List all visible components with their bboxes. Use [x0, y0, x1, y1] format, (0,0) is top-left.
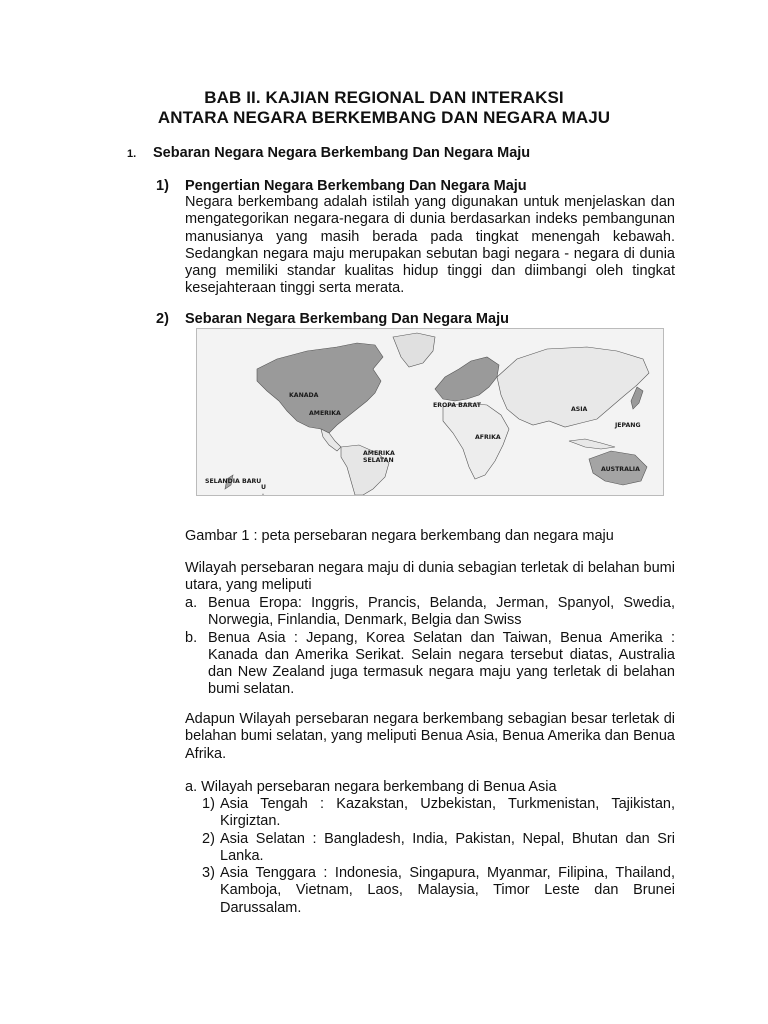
subsection-2-number: 2)	[156, 311, 169, 327]
list-item	[202, 865, 675, 917]
list-marker: a.	[185, 595, 198, 611]
list-item	[185, 630, 675, 699]
list-item-text: Asia Tenggara : Indonesia, Singapura, Myanmar, Filipina, Thailand, Kamboja, Vietnam, Laos, Malaysia, Timor Leste dan Brunei Darussalam.	[220, 865, 675, 916]
asia-developing-list	[202, 796, 675, 917]
list-marker: 3)	[202, 865, 215, 882]
subsection-1-heading	[156, 178, 527, 194]
section-1-heading	[127, 145, 530, 161]
subsection-1-number: 1)	[156, 178, 169, 194]
map-label-afrika: AFRIKA	[475, 434, 501, 441]
map-label-australia: AUSTRALIA	[601, 466, 640, 473]
map-label-jepang: JEPANG	[615, 422, 641, 429]
map-label-selandia: SELANDIA BARU	[205, 478, 262, 485]
figure-caption: Gambar 1 : peta persebaran negara berkembang dan negara maju	[185, 528, 614, 544]
developing-regions-paragraph: Adapun Wilayah persebaran negara berkembang sebagian besar terletak di belahan bumi selatan, yang meliputi Benua Asia, Benua Amerika dan Benua Afrika.	[185, 711, 675, 762]
list-marker: 1)	[202, 796, 215, 812]
subsection-2-heading	[156, 311, 509, 327]
section-1-number: 1.	[127, 148, 137, 160]
map-label-eropa: EROPA BARAT	[433, 402, 481, 409]
world-map-svg	[197, 329, 663, 495]
list-item-text: Asia Tengah : Kazakstan, Uzbekistan, Turkmenistan, Tajikistan, Kirgiztan.	[220, 796, 675, 830]
definition-paragraph: Negara berkembang adalah istilah yang digunakan untuk menjelaskan dan mengategorikan negara-negara di dunia berdasarkan indeks pembangunan manusianya yang masih berada pada tingkat menengah kebawah. Sedangkan negara maju merupakan sebutan bagi negara - negara di dunia yang memiliki standar kualitas hidup tinggi dan diimbangi oleh tingkat kesejahteraan tinggi serta merata.	[185, 194, 675, 297]
list-marker: b.	[185, 629, 198, 646]
list-item	[202, 796, 675, 831]
list-item-text: Asia Selatan : Bangladesh, India, Pakistan, Nepal, Bhutan dan Sri Lanka.	[220, 830, 675, 864]
world-map-figure	[196, 328, 664, 496]
subsection-1-title: Pengertian Negara Berkembang Dan Negara Maju	[185, 178, 527, 194]
subsection-2-title: Sebaran Negara Berkembang Dan Negara Maju	[185, 311, 509, 327]
map-label-kanada: KANADA	[289, 392, 319, 399]
map-label-amerika-selatan-2: SELATAN	[363, 457, 394, 464]
developed-countries-list	[185, 595, 675, 699]
section-1-title: Sebaran Negara Negara Berkembang Dan Negara Maju	[153, 145, 531, 161]
chapter-title-line-2: ANTARA NEGARA BERKEMBANG DAN NEGARA MAJU	[157, 108, 611, 127]
list-item-text: Benua Asia : Jepang, Korea Selatan dan Taiwan, Benua Amerika : Kanada dan Amerika Serikat. Selain negara tersebut diatas, Australia dan New Zealand juga termasuk negara maju yang terletak di belahan bumi selatan.	[208, 629, 675, 698]
developed-regions-intro: Wilayah persebaran negara maju di dunia sebagian terletak di belahan bumi utara, yang meliputi	[185, 560, 675, 594]
chapter-title-line-1: BAB II. KAJIAN REGIONAL DAN INTERAKSI	[204, 88, 564, 107]
map-label-amerika-selatan-1: AMERIKA	[363, 450, 395, 457]
compass-north-label: U	[261, 484, 267, 491]
asia-region-heading: a. Wilayah persebaran negara berkembang di Benua Asia	[185, 779, 557, 795]
list-item	[185, 595, 675, 630]
list-marker: 2)	[202, 830, 215, 847]
map-label-amerika: AMERIKA	[309, 410, 341, 417]
map-label-asia: ASIA	[571, 406, 588, 413]
list-item-text: Benua Eropa: Inggris, Prancis, Belanda, Jerman, Spanyol, Swedia, Norwegia, Finlandia, Denmark, Belgia dan Swiss	[208, 595, 675, 629]
list-item	[202, 831, 675, 866]
